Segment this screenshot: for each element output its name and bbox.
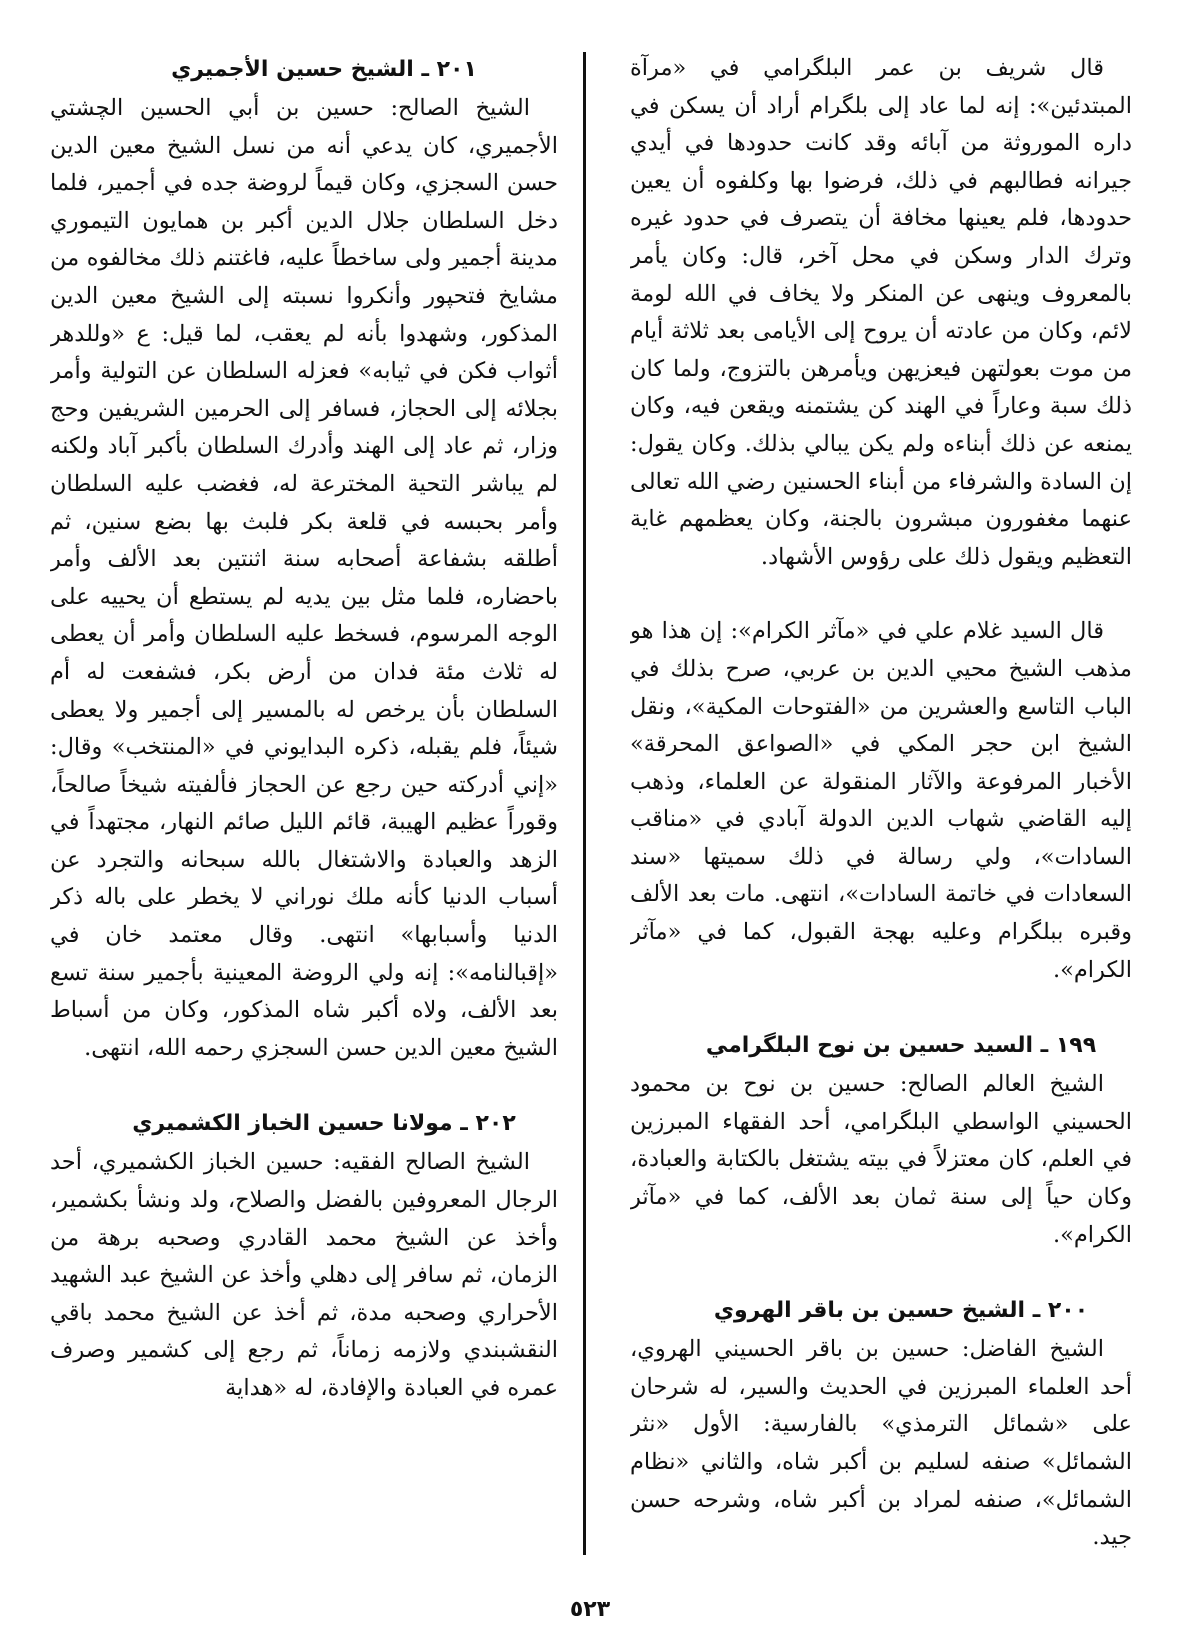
- column-divider: [583, 52, 586, 1555]
- entry-200-body: الشيخ الفاضل: حسين بن باقر الحسيني الهروي، أحد العلماء المبرزين في الحديث والسير، له شرحان على «شمائل الترمذي» بالفارسية: الأول «نثر الشمائل» صنفه لسليم بن أكبر شاه، والثاني «نظام الشمائل»، صنفه لمراد بن أكبر شاه، وشرحه حسن جيد.: [630, 1336, 1132, 1550]
- entry-202-body: الشيخ الصالح الفقيه: حسين الخباز الكشميري، أحد الرجال المعروفين بالفضل والصلاح، ولد ونشأ بكشمير، وأخذ عن الشيخ محمد القادري وصحبه برهة من الزمان، ثم سافر إلى دهلي وأخذ عن الشيخ عبد الشهيد الأحراري وصحبه مدة، ثم أخذ عن الشيخ محمد باقي النقشبندي ولازمه زماناً، ثم رجع إلى كشمير وصرف عمره في العبادة والإفادة، له «هداية: [50, 1149, 558, 1401]
- spacer: [630, 1254, 1132, 1291]
- entry-201-title: ٢٠١ ـ الشيخ حسين الأجميري: [171, 57, 477, 82]
- entry-200-title: ٢٠٠ ـ الشيخ حسين بن باقر الهروي: [713, 1298, 1089, 1324]
- entry-199-title: ١٩٩ ـ السيد حسين بن نوح البلگرامي: [705, 1033, 1097, 1059]
- spacer: [630, 576, 1132, 613]
- page-number: ٥٢٣: [569, 1597, 611, 1622]
- spacer: [630, 989, 1132, 1026]
- intro-paragraph-2: قال السيد غلام علي في «مآثر الكرام»: إن هذا هو مذهب الشيخ محيي الدين بن عربي، صرح بذلك في الباب التاسع والعشرين من «الفتوحات المكية»، ونقل الشيخ ابن حجر المكي في «الصواعق المحرقة» الأخبار المرفوعة والآثار المنقولة عن العلماء، وذهب إليه القاضي شهاب الدين الدولة آبادي في «مناقب السادات»، ولي رسالة في ذلك سميتها «سند السعادات في خاتمة السادات»، انتهى. مات بعد الألف وقبره ببلگرام وعليه بهجة القبول، كما في «مآثر الكرام».: [630, 618, 1132, 983]
- entry-199-body: الشيخ العالم الصالح: حسين بن نوح بن محمود الحسيني الواسطي البلگرامي، أحد الفقهاء المبرزين في العلم، كان معتزلاً في بيته يشتغل بالكتابة والعبادة، وكان حياً إلى سنة ثمان بعد الألف، كما في «مآثر الكرام».: [630, 1071, 1132, 1248]
- intro-paragraph-1: قال شريف بن عمر البلگرامي في «مرآة المبتدئين»: إنه لما عاد إلى بلگرام أراد أن يسكن في داره الموروثة من آبائه وقد كانت حدودها في أيدي جيرانه فطالبهم في ذلك، فرضوا بها وكلفوه أن يعين حدودها، فلم يعينها مخافة أن يتصرف في حدود غيره وترك الدار وسكن في محل آخر، قال: وكان يأمر بالمعروف وينهى عن المنكر ولا يخاف في الله لومة لائم، وكان من عادته أن يروح إلى الأيامى بعد ثلاثة أيام من موت بعولتهن فيعزيهن ويأمرهن بالتزوج، ولما كان ذلك سبة وعاراً في الهند كن يشتمنه ويقعن فيه، وكان يمنعه عن ذلك أبناءه ولم يكن يبالي بذلك. وكان يقول: إن السادة والشرفاء من أبناء الحسنين رضي الله تعالى عنهما مغفورون مبشرون بالجنة، وكان يعظمهم غاية التعظيم ويقول ذلك على رؤوس الأشهاد.: [630, 55, 1132, 570]
- left-column: [50, 50, 558, 1550]
- entry-202-title: ٢٠٢ ـ مولانا حسين الخباز الكشميري: [132, 1111, 516, 1137]
- entry-201-body: الشيخ الصالح: حسين بن أبي الحسين الچشتي الأجميري، كان يدعي أنه من نسل الشيخ معين الدين حسن السجزي، وكان قيماً لروضة جده في أجمير، فلما دخل السلطان جلال الدين أكبر بن همايون التيموري مدينة أجمير ولى ساخطاً عليه، فاغتنم ذلك مخالفوه من مشايخ فتحپور وأنكروا نسبته إلى الشيخ معين الدين المذكور، وشهدوا بأنه لم يعقب، لما قيل: ع «وللدهر أثواب فكن في ثيابه» فعزله السلطان عن التولية وأمر بجلائه إلى الحجاز، فسافر إلى الحرمين الشريفين وحج وزار، ثم عاد إلى الهند وأدرك السلطان بأكبر آباد ولكنه لم يباشر التحية المخترعة له، فغضب عليه السلطان وأمر بحبسه في قلعة بكر فلبث بها بضع سنين، ثم أطلقه بشفاعة أصحابه سنة اثنتين بعد الألف وأمر باحضاره، فلما مثل بين يديه لم يستطع أن يحييه على الوجه المرسوم، فسخط عليه السلطان وأمر أن يعطى له ثلاث مئة فدان من أرض بكر، فشفعت له أم السلطان بأن يرخص له بالمسير إلى أجمير ولا يعطى شيئاً، فلم يقبله، ذكره البدايوني في «المنتخب» وقال: «إني أدركته حين رجع عن الحجاز فألفيته شيخاً صالحاً، وقوراً عظيم الهيبة، قائم الليل صائم النهار، مجتهداً في الزهد والعبادة والاشتغال بالله سبحانه والتجرد عن أسباب الدنيا كأنه ملك نوراني لا يخطر على باله ذكر الدنيا وأسبابها» انتهى. وقال معتمد خان في «إقبالنامه»: إنه ولي الروضة المعينية بأجمير سنة تسع بعد الألف، ولاه أكبر شاه المذكور، وكان من أسباط الشيخ معين الدين حسن السجزي رحمه الله، انتهى.: [50, 95, 558, 1061]
- right-column: [630, 50, 1132, 1550]
- spacer: [50, 1067, 558, 1104]
